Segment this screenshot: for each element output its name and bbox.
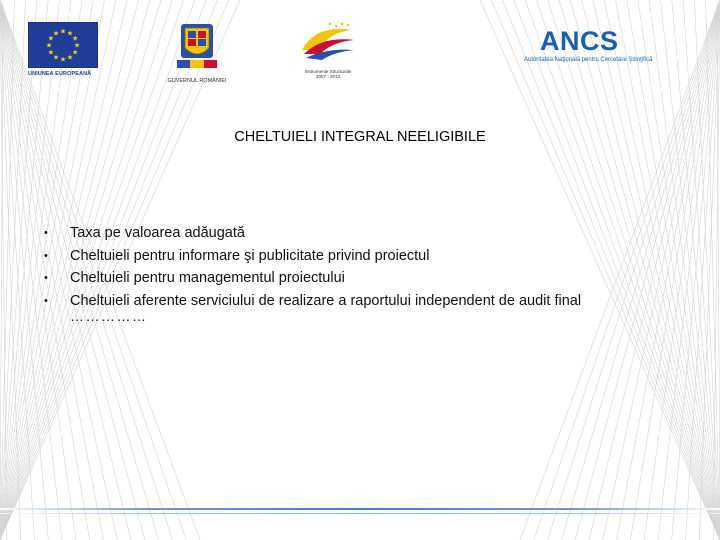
eu-star-icon: ★ bbox=[71, 35, 79, 43]
eu-star-icon: ★ bbox=[71, 49, 79, 57]
bullet-item bbox=[44, 222, 704, 245]
bullet-text: Taxa pe valoarea adăugată bbox=[70, 225, 245, 241]
ancs-logo bbox=[524, 28, 694, 72]
eu-logo-caption: UNIUNEA EUROPEANĂ bbox=[28, 71, 92, 77]
bullet-dot-icon: • bbox=[44, 227, 48, 239]
trailing-ellipsis: …………… bbox=[70, 308, 148, 324]
eu-star-icon: ★ bbox=[73, 42, 81, 50]
footer-gradient-bar bbox=[0, 504, 720, 520]
eu-star-icon: ★ bbox=[52, 30, 60, 38]
coat-of-arms-icon bbox=[177, 22, 217, 70]
bullet-dot-icon: • bbox=[44, 294, 48, 307]
eu-star-icon: ★ bbox=[47, 49, 55, 57]
bullet-dot-icon: • bbox=[44, 249, 48, 262]
structural-instruments-logo bbox=[288, 20, 368, 84]
eu-star-icon: ★ bbox=[66, 30, 74, 38]
government-logo-caption: GUVERNUL ROMÂNIEI bbox=[167, 78, 227, 84]
bullet-item bbox=[44, 245, 704, 268]
eu-star-icon: ★ bbox=[47, 35, 55, 43]
eu-star-icon: ★ bbox=[45, 42, 53, 50]
ancs-logo-caption: Autoritatea Naţională pentru Cercetare Ştiinţifică bbox=[524, 57, 653, 63]
logo-bar bbox=[0, 0, 720, 90]
bullet-text: Cheltuieli pentru informare şi publicitate privind proiectul bbox=[70, 247, 430, 264]
bullet-text: Cheltuieli aferente serviciului de realizare a raportului independent de audit final bbox=[70, 292, 582, 309]
slide-title: CHELTUIELI INTEGRAL NEELIGIBILE bbox=[234, 129, 486, 145]
ancs-wordmark: ANCS bbox=[540, 26, 619, 56]
eu-logo bbox=[28, 22, 98, 84]
bullet-dot-icon: • bbox=[44, 272, 48, 284]
eu-star-icon: ★ bbox=[66, 54, 74, 62]
bullet-list bbox=[44, 222, 704, 312]
eu-star-icon: ★ bbox=[52, 54, 60, 62]
structural-instruments-caption-1: Instrumente Structurale bbox=[304, 69, 352, 74]
government-logo bbox=[162, 22, 232, 82]
eu-star-icon: ★ bbox=[59, 28, 67, 36]
eu-star-icon: ★ bbox=[59, 56, 67, 64]
bullet-text: Cheltuieli pentru managementul proiectului bbox=[70, 270, 345, 286]
structural-instruments-caption-2: 2007 - 2013 bbox=[315, 74, 341, 79]
bullet-item bbox=[44, 267, 704, 290]
structural-instruments-icon bbox=[296, 20, 360, 64]
eu-flag-icon bbox=[28, 22, 98, 68]
